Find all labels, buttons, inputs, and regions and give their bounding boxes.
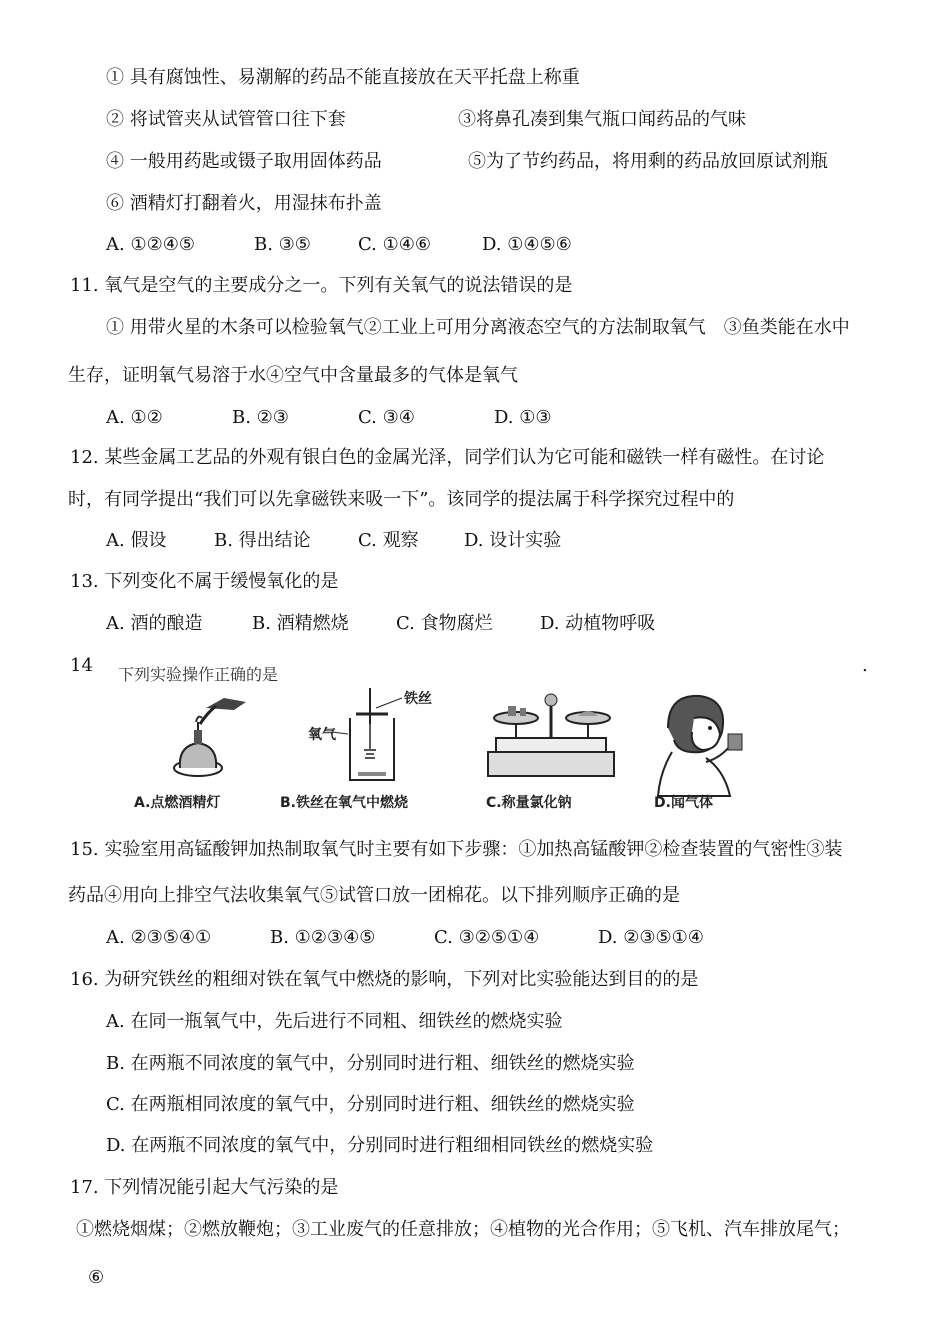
iron-wire-label: 铁丝	[404, 691, 432, 707]
q10-option-c: C. ①④⑥	[358, 234, 431, 255]
q17-items-line-2: ⑥	[88, 1267, 105, 1288]
q14-caption-b: B.铁丝在氧气中燃烧	[280, 795, 408, 811]
q12-stem-line-2: 时，有同学提出“我们可以先拿磁铁来吸一下”。该同学的提法属于科学探究过程中的	[68, 489, 735, 510]
q10-option-d: D. ①④⑤⑥	[482, 234, 572, 255]
q14-figure-row	[110, 664, 880, 824]
q14-stem: 下列实验操作正确的是	[118, 665, 279, 684]
q15-stem-line-2: 药品④用向上排空气法收集氧气⑤试管口放一团棉花。以下排列顺序正确的是	[68, 885, 680, 906]
q10-option-b: B. ③⑤	[254, 234, 311, 255]
q11-option-b: B. ②③	[232, 407, 289, 428]
q17-stem: 17. 下列情况能引起大气污染的是	[70, 1177, 339, 1198]
q16-option-b: B. 在两瓶不同浓度的氧气中，分别同时进行粗、细铁丝的燃烧实验	[106, 1053, 635, 1074]
q16-option-d: D. 在两瓶不同浓度的氧气中，分别同时进行粗细相同铁丝的燃烧实验	[106, 1135, 654, 1156]
q17-items-line-1: ①燃烧烟煤；②燃放鞭炮；③工业废气的任意排放；④植物的光合作用；⑤飞机、汽车排放尾气；	[76, 1219, 850, 1240]
q15-option-c: C. ③②⑤①④	[434, 927, 540, 948]
q13-option-a: A. 酒的酿造	[106, 613, 203, 634]
alcohol-lamp-figure	[150, 688, 260, 788]
q13-option-b: B. 酒精燃烧	[252, 613, 349, 634]
q14-number: 14	[70, 655, 93, 676]
q10-statement-5: ⑤为了节约药品，将用剩的药品放回原试剂瓶	[468, 151, 828, 172]
q11-statements-line-1: ① 用带火星的木条可以检验氧气②工业上可用分离液态空气的方法制取氧气 ③鱼类能在水中	[106, 317, 850, 338]
q10-statement-3: ③将鼻孔凑到集气瓶口闻药品的气味	[458, 109, 746, 130]
q11-option-a: A. ①②	[106, 407, 163, 428]
q14-caption-c: C.称量氯化钠	[486, 795, 572, 811]
q11-stem: 11. 氧气是空气的主要成分之一。下列有关氧气的说法错误的是	[70, 275, 573, 296]
q13-stem: 13. 下列变化不属于缓慢氧化的是	[70, 571, 339, 592]
q11-option-d: D. ①③	[494, 407, 552, 428]
q16-option-a: A. 在同一瓶氧气中，先后进行不同粗、细铁丝的燃烧实验	[106, 1011, 563, 1032]
q15-option-d: D. ②③⑤①④	[598, 927, 704, 948]
q10-statement-2: ② 将试管夹从试管管口往下套	[106, 109, 346, 130]
q16-option-c: C. 在两瓶相同浓度的氧气中，分别同时进行粗、细铁丝的燃烧实验	[106, 1094, 635, 1115]
q13-option-c: C. 食物腐烂	[396, 613, 493, 634]
q15-option-b: B. ①②③④⑤	[270, 927, 376, 948]
iron-wire-oxygen-figure	[310, 688, 450, 788]
q12-stem-line-1: 12. 某些金属工艺品的外观有银白色的金属光泽，同学们认为它可能和磁铁一样有磁性。在讨论	[70, 447, 825, 468]
q15-option-a: A. ②③⑤④①	[106, 927, 212, 948]
q14-caption-d: D.闻气体	[654, 795, 713, 811]
q12-option-c: C. 观察	[358, 530, 419, 551]
balance-figure	[482, 688, 622, 788]
q10-statement-6: ⑥ 酒精灯打翻着火，用湿抹布扑盖	[106, 193, 382, 214]
q11-statements-line-2: 生存，证明氧气易溶于水④空气中含量最多的气体是氧气	[68, 365, 518, 386]
smelling-gas-figure	[650, 688, 760, 798]
q12-option-d: D. 设计实验	[464, 530, 562, 551]
q10-option-a: A. ①②④⑤	[106, 234, 195, 255]
oxygen-label: 氧气	[308, 727, 336, 743]
q12-option-a: A. 假设	[106, 530, 167, 551]
q16-stem: 16. 为研究铁丝的粗细对铁在氧气中燃烧的影响，下列对比实验能达到目的的是	[70, 969, 699, 990]
q10-statement-1: ① 具有腐蚀性、易潮解的药品不能直接放在天平托盘上称重	[106, 67, 580, 88]
q14-caption-a: A.点燃酒精灯	[134, 795, 221, 811]
q13-option-d: D. 动植物呼吸	[540, 613, 656, 634]
q14-dot: .	[862, 655, 868, 676]
q12-option-b: B. 得出结论	[214, 530, 311, 551]
q15-stem-line-1: 15. 实验室用高锰酸钾加热制取氧气时主要有如下步骤：①加热高锰酸钾②检查装置的气密性③装	[70, 839, 843, 860]
q10-statement-4: ④ 一般用药匙或镊子取用固体药品	[106, 151, 382, 172]
q11-option-c: C. ③④	[358, 407, 415, 428]
